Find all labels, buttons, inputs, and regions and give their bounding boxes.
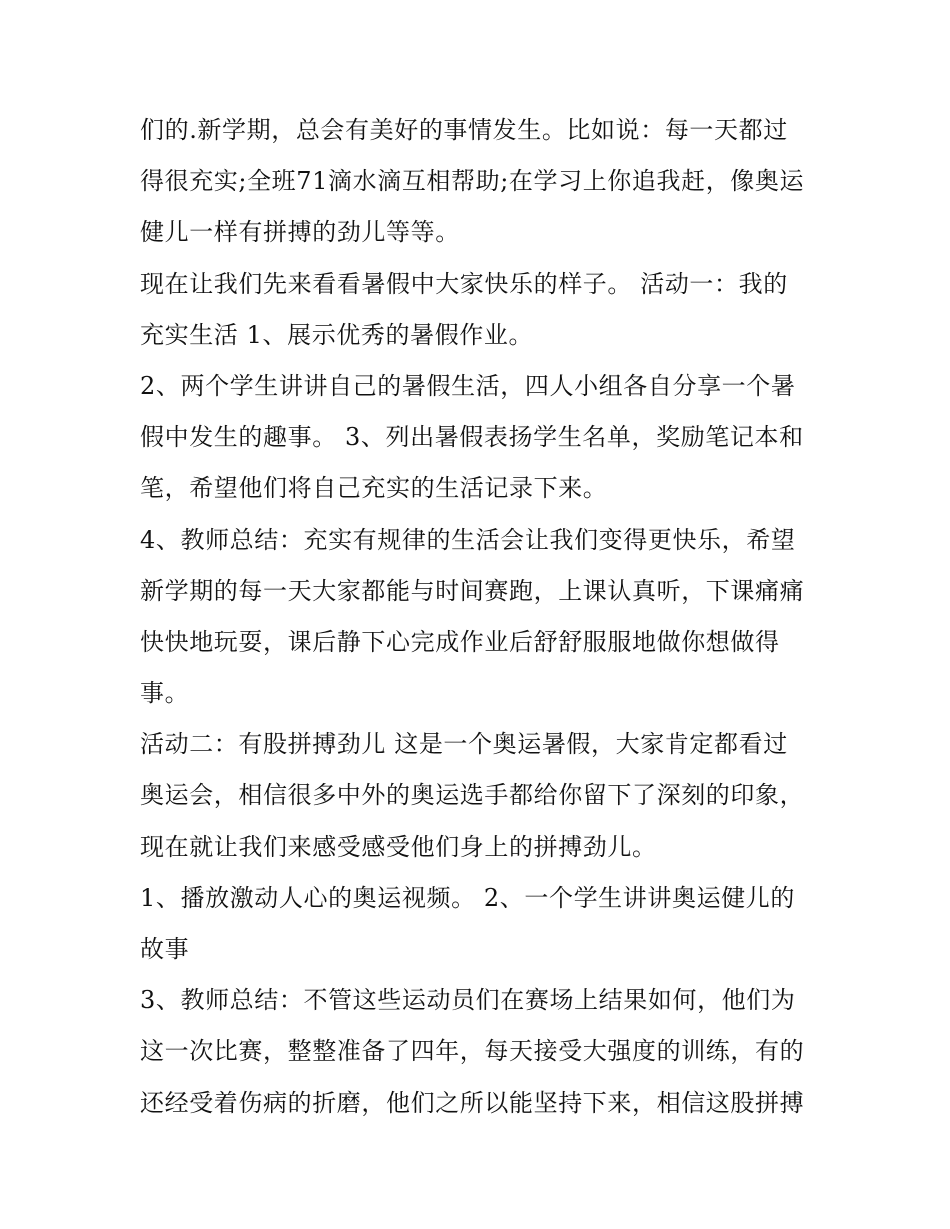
text-line: 奥运会，相信很多中外的奥运选手都给你留下了深刻的印象， (140, 781, 805, 810)
text-line: 事。 (140, 679, 190, 708)
text-line: 故事 (140, 935, 190, 963)
text-line: 得很充实;全班71滴水滴互相帮助;在学习上你追我赶，像奥运 (140, 167, 805, 196)
text-line: 还经受着伤病的折磨，他们之所以能坚持下来，相信这股拼搏 (140, 1088, 805, 1117)
text-line: 现在让我们先来看看暑假中大家快乐的样子。 活动一：我的 (140, 269, 788, 298)
text-line: 2、两个学生讲讲自己的暑假生活，四人小组各自分享一个暑 (140, 371, 796, 400)
text-line: 们的.新学期，总会有美好的事情发生。比如说：每一天都过 (140, 116, 788, 144)
text-line: 假中发生的趣事。 3、列出暑假表扬学生名单，奖励笔记本和 (140, 423, 804, 452)
text-line: 4、教师总结：充实有规律的生活会让我们变得更快乐，希望 (140, 525, 796, 554)
text-line: 1、播放激动人心的奥运视频。 2、一个学生讲讲奥运健儿的 (140, 883, 795, 912)
text-line: 这一次比赛，整整准备了四年，每天接受大强度的训练，有的 (140, 1037, 805, 1066)
text-line: 3、教师总结：不管这些运动员们在赛场上结果如何，他们为 (140, 986, 796, 1015)
text-line: 笔，希望他们将自己充实的生活记录下来。 (140, 474, 608, 503)
text-line: 充实生活 1、展示优秀的暑假作业。 (140, 320, 534, 349)
text-line: 健儿一样有拼搏的劲儿等等。 (140, 218, 460, 247)
text-line: 新学期的每一天大家都能与时间赛跑，上课认真听，下课痛痛 (140, 576, 805, 605)
document-body (140, 105, 830, 1129)
text-line: 活动二：有股拼搏劲儿 这是一个奥运暑假，大家肯定都看过 (140, 730, 788, 759)
text-line: 快快地玩耍，课后静下心完成作业后舒舒服服地做你想做得 (140, 627, 780, 656)
text-line: 现在就让我们来感受感受他们身上的拼搏劲儿。 (140, 832, 657, 861)
